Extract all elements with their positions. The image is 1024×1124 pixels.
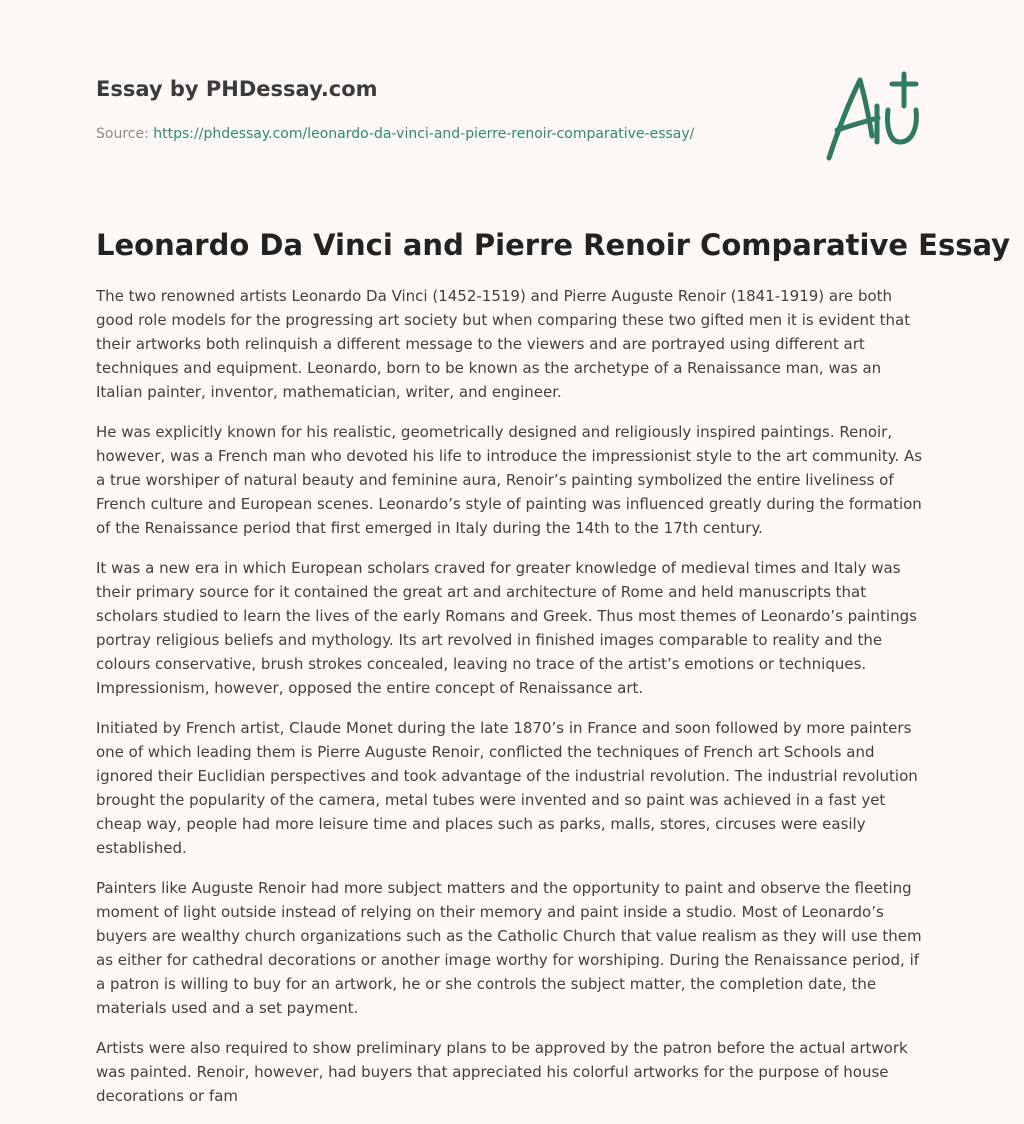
- essay-title: Leonardo Da Vinci and Pierre Renoir Comparative Essay: [96, 228, 1011, 262]
- essay-paragraph: Artists were also required to show preliminary plans to be approved by the patron before the actual artwork was painted. Renoir, however, had buyers that appreciated his colorful artworks for the purpose of house decorations or fam: [96, 1039, 908, 1105]
- essay-paragraph: The two renowned artists Leonardo Da Vinci (1452-1519) and Pierre Auguste Renoir (1841-1919) are both good role models for the progressing art society but when comparing these two gifted men it is evident that their artworks both relinquish a different message to the viewers and are portrayed using different art techniques and equipment. Leonardo, born to be known as the archetype of a Renaissance man, was an Italian painter, inventor, mathematician, writer, and engineer.: [96, 287, 911, 401]
- essay-paragraph: Painters like Auguste Renoir had more subject matters and the opportunity to paint and observe the fleeting moment of light outside instead of relying on their memory and paint inside a studio. Most of Leonardo’s buyers are wealthy church organizations such as the Catholic Church that value realism as they will use them as either for cathedral decorations or another image worthy for worshiping. During the Renaissance period, if a patron is willing to buy for an artwork, he or she controls the subject matter, the completion date, the materials used and a set payment.: [96, 879, 922, 1017]
- source-link[interactable]: https://phdessay.com/leonardo-da-vinci-and-pierre-renoir-comparative-essay/: [153, 126, 695, 142]
- site-brand: Essay by PHDessay.com: [96, 77, 378, 101]
- essay-body: [96, 284, 932, 1124]
- essay-paragraph: He was explicitly known for his realistic, geometrically designed and religiously inspired paintings. Renoir, however, was a French man who devoted his life to introduce the impressionist style to the art community. As a true worshiper of natural beauty and feminine aura, Renoir’s painting symbolized the entire liveliness of French culture and European scenes. Leonardo’s style of painting was influenced greatly during the formation of the Renaissance period that first emerged in Italy during the 14th to the 17th century.: [96, 423, 923, 537]
- source-label: Source:: [96, 126, 154, 142]
- source-line: [96, 124, 796, 144]
- essay-paragraph: Initiated by French artist, Claude Monet during the late 1870’s in France and soon followed by more painters one of which leading them is Pierre Auguste Renoir, conflicted the techniques of French art Schools and ignored their Euclidian perspectives and took advantage of the industrial revolution. The industrial revolution brought the popularity of the camera, metal tubes were invented and so paint was achieved in a fast yet cheap way, people had more leisure time and places such as parks, malls, stores, circuses were easily established.: [96, 719, 918, 857]
- page-header: [96, 74, 796, 144]
- a-plus-logo-icon: [820, 66, 930, 166]
- essay-paragraph: It was a new era in which European scholars craved for greater knowledge of medieval times and Italy was their primary source for it contained the great art and architecture of Rome and held manuscripts that scholars studied to learn the lives of the early Romans and Greek. Thus most themes of Leonardo’s paintings portray religious beliefs and mythology. Its art revolved in finished images comparable to reality and the colours conservative, brush strokes concealed, leaving no trace of the artist’s emotions or techniques. Impressionism, however, opposed the entire concept of Renaissance art.: [96, 559, 917, 697]
